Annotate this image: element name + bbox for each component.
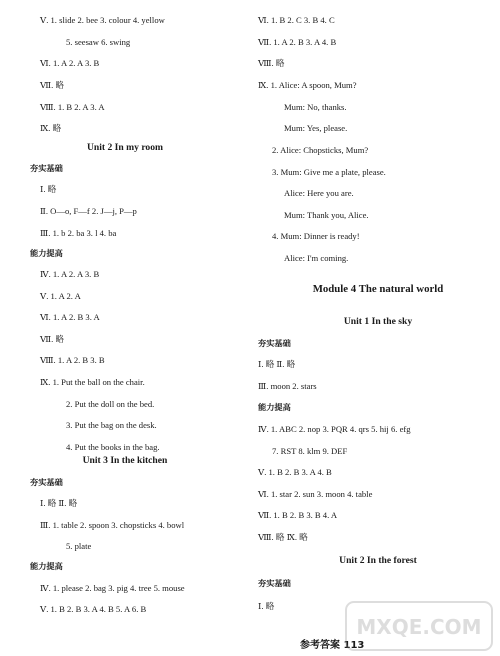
answer-line: 2. Alice: Chopsticks, Mum? [272,145,369,155]
unit-heading: Unit 2 In the forest [339,555,417,566]
watermark-stamp-icon [344,600,494,652]
answer-line: Ⅰ. 略 Ⅱ. 略 [258,359,296,369]
answer-line: Ⅵ. 1. A 2. B 3. A [40,312,100,322]
unit-heading: Unit 3 In the kitchen [82,455,168,466]
unit-heading: Unit 1 In the sky [343,316,413,327]
unit-heading: Unit 2 In my room [86,142,164,153]
answer-line: Ⅲ. 1. b 2. ba 3. l 4. ba [40,228,117,238]
answer-line: Mum: Yes, please. [284,123,348,133]
answer-line: Ⅵ. 1. B 2. C 3. B 4. C [258,15,335,25]
module-heading: Module 4 The natural world [312,283,444,295]
answer-line: Mum: No, thanks. [284,102,347,112]
answer-line: 4. Put the books in the bag. [66,442,160,452]
answer-line: Ⅴ. 1. B 2. B 3. A 4. B [258,467,332,477]
answer-line: Ⅸ. 略 [40,123,62,133]
category-label: 夯实基础 [258,338,291,348]
answer-line: 5. seesaw 6. swing [66,37,131,47]
answer-line: Ⅵ. 1. star 2. sun 3. moon 4. table [258,489,373,499]
answer-line: 7. RST 8. klm 9. DEF [272,446,348,456]
answer-line: Ⅴ. 1. slide 2. bee 3. colour 4. yellow [40,15,165,25]
category-label: 夯实基础 [30,163,63,173]
answer-line: Ⅰ. 略 Ⅱ. 略 [40,498,78,508]
answer-line: Ⅴ. 1. A 2. A [40,291,81,301]
answer-line: Ⅰ. 略 [258,601,275,611]
answer-line: Ⅷ. 1. B 2. A 3. A [40,102,105,112]
answer-line: 3. Put the bag on the desk. [66,420,157,430]
answer-line: 3. Mum: Give me a plate, please. [272,167,386,177]
answer-line: Ⅳ. 1. A 2. A 3. B [40,269,100,279]
answer-line: Mum: Thank you, Alice. [284,210,369,220]
answer-line: Ⅵ. 1. A 2. A 3. B [40,58,100,68]
answer-line: Ⅶ. 略 [40,80,64,90]
answer-line: Ⅶ. 1. A 2. B 3. A 4. B [258,37,337,47]
answer-line: Ⅴ. 1. B 2. B 3. A 4. B 5. A 6. B [40,604,147,614]
answer-line: Ⅷ. 略 Ⅸ. 略 [258,532,308,542]
answer-line: Ⅸ. 1. Put the ball on the chair. [40,377,145,387]
answer-line: Ⅷ. 1. A 2. B 3. B [40,355,105,365]
answer-line: Ⅷ. 略 [258,58,285,68]
category-label: 能力提高 [258,402,291,412]
category-label: 能力提高 [30,561,63,571]
answer-line: Ⅶ. 1. B 2. B 3. B 4. A [258,510,338,520]
answer-line: Ⅸ. 1. Alice: A spoon, Mum? [258,80,357,90]
answer-line: Ⅱ. O—o, F—f 2. J—j, P—p [40,206,137,216]
answer-line: 2. Put the doll on the bed. [66,399,155,409]
page-footer: 参考答案 113 [300,640,365,651]
answer-line: 4. Mum: Dinner is ready! [272,231,360,241]
answer-line: Ⅳ. 1. ABC 2. nop 3. PQR 4. qrs 5. hij 6. efg [258,424,411,434]
category-label: 夯实基础 [258,578,291,588]
answer-line: 5. plate [66,541,92,551]
category-label: 能力提高 [30,248,63,258]
answer-line: Alice: I'm coming. [284,253,349,263]
answer-line: Ⅲ. 1. table 2. spoon 3. chopsticks 4. bowl [40,520,185,530]
watermark-text: MXQE.COM [356,615,482,639]
answer-line: Ⅶ. 略 [40,334,64,344]
answer-line: Ⅳ. 1. please 2. bag 3. pig 4. tree 5. mouse [40,583,185,593]
answer-line: Ⅲ. moon 2. stars [258,381,317,391]
category-label: 夯实基础 [30,477,63,487]
answer-line: Alice: Here you are. [284,188,354,198]
answer-line: Ⅰ. 略 [40,184,57,194]
